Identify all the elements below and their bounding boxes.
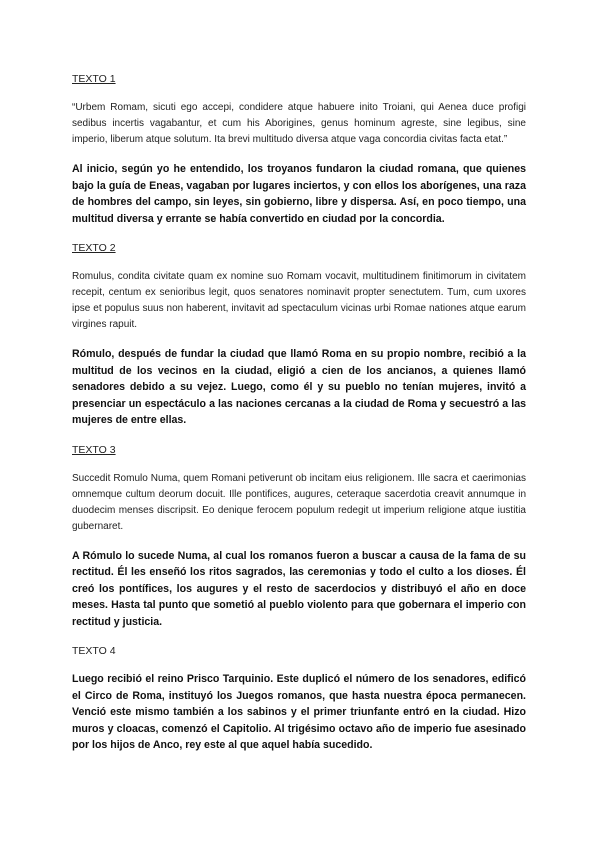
texto-1-latin-paragraph: “Urbem Romam, sicuti ego accepi, condidere atque habuere inito Troiani, qui Aenea duce profigi sedibus incertis vagabantur, et cum his Aborigines, genus hominum agreste, sine legibus, sine imperio, liberum atque solutum. Ita brevi multitudo diversa atque vaga concordia civitas facta etat.” (72, 102, 526, 145)
texto-4-spanish-translation: Luego recibió el reino Prisco Tarquinio. Este duplicó el número de los senadores, edificó el Circo de Roma, instituyó los Juegos romanos, que hasta nuestra época permanecen. Venció este mismo también a los sabinos y el primer triunfante entró en la ciudad. Hizo muros y cloacas, comenzó el Capitolio. Al trigésimo octavo año de imperio fue asesinado por los hijos de Anco, rey este al que aquel había sucedido. (72, 673, 526, 751)
texto-2-spanish-translation: Rómulo, después de fundar la ciudad que llamó Roma en su propio nombre, recibió a la multitud de los vecinos en la ciudad, eligió a cien de los ancianos, a quienes llamó senadores debido a su vejez. Luego, como él y su pueblo no tenían mujeres, invitó a presenciar un espectáculo a las naciones cercanas a la ciudad de Roma y secuestró a las mujeres de entre ellas. (72, 348, 526, 426)
document-page (72, 72, 526, 754)
texto-1-section (72, 72, 526, 227)
texto-1-heading: TEXTO 1 (72, 73, 116, 85)
texto-2-section (72, 241, 526, 429)
texto-3-section (72, 443, 526, 631)
texto-2-latin-paragraph: Romulus, condita civitate quam ex nomine suo Romam vocavit, multitudinem finitimorum in civitatem recepit, centum ex senioribus legit, quos senatores nominavit propter senectutem. Tum, cum uxores ipse et populus suus non haberent, invitavit ad spectaculum vicinas urbi Romae nationes atque earum virgines rapuit. (72, 271, 526, 330)
texto-2-heading: TEXTO 2 (72, 242, 116, 254)
texto-3-spanish-translation: A Rómulo lo sucede Numa, al cual los romanos fueron a buscar a causa de la fama de su rectitud. Él les enseñó los ritos sagrados, las ceremonias y todo el culto a los dioses. Él creó los pontífices, los augures y el resto de sacerdocios y distribuyó el año en doce meses. Hasta tal punto que sometió al pueblo violento para que gobernara el imperio con rectitud y justicia. (72, 549, 526, 628)
texto-1-spanish-translation: Al inicio, según yo he entendido, los troyanos fundaron la ciudad romana, que quienes bajo la guía de Eneas, vagaban por lugares inciertos, y con ellos los aborígenes, una raza de hombres del campo, sin leyes, sin gobierno, libre y dispersa. Así, en poco tiempo, una multitud diversa y errante se había convertido en ciudad por la concordia. (72, 163, 526, 225)
texto-4-section (72, 644, 526, 754)
texto-4-heading: TEXTO 4 (72, 645, 116, 657)
texto-3-latin-paragraph: Succedit Romulo Numa, quem Romani petiverunt ob incitam eius religionem. Ille sacra et caerimonias omnemque cultum deorum docuit. Ille pontifices, augures, ceteraque sacerdotia creavit annumque in duodecim menses discripsit. Eo denique ferocem populum redegit ut imperium religione atque iustitia gubernaret. (72, 472, 526, 532)
texto-3-heading: TEXTO 3 (72, 443, 116, 456)
